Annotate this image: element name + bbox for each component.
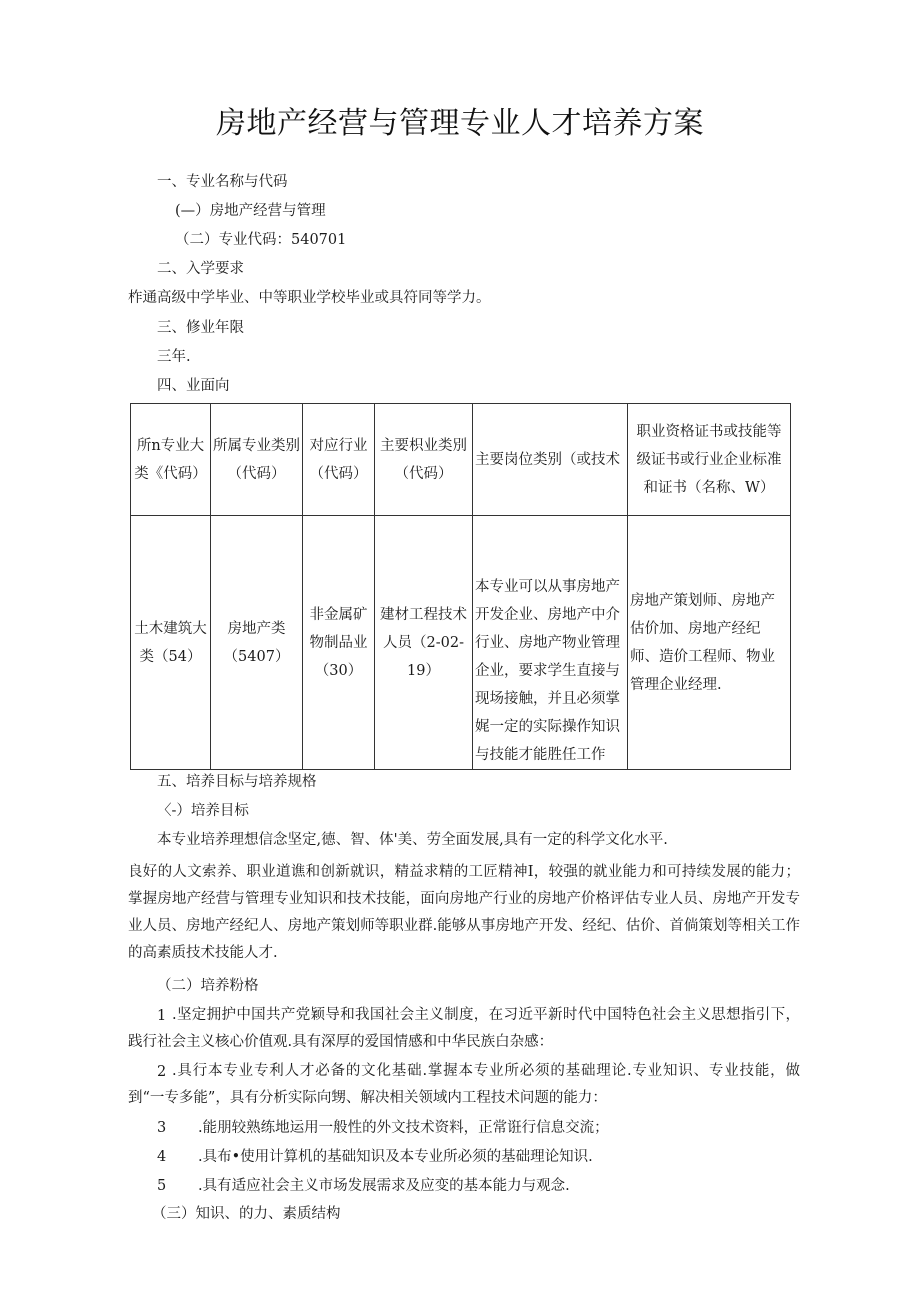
spec-item-text: .具有适应社会主义市场发展需求及应变的基本能力与观念. [198, 1178, 570, 1194]
major-name: (—）房地产经营与管理 [175, 203, 326, 219]
major-code: （二）专业代码：540701 [175, 232, 347, 248]
table-header-row [131, 404, 791, 516]
admission-text: 柞通高级中学毕业、中等职业学校毕业或具符同等学力。 [128, 290, 491, 306]
header-cell: 主要枳业类別（代码） [375, 404, 473, 516]
section-5-heading: 五、培养目标与培养规格 [157, 774, 317, 790]
career-table [130, 403, 791, 770]
table-cell: 非金属矿物制品业（30） [303, 516, 375, 770]
spec-item-text: .坚定拥护中国共产党颖导和我国社会主义制度，在习近平新时代中国特色社会主义思想指引下，践行社会主义核心价值观.具有深厚的爱国情感和中华民族白杂感： [128, 1007, 800, 1050]
section-3-heading: 三、修业年限 [157, 320, 244, 336]
goal-paragraph: 良好的人文索养、职业道谯和创新就识，精益求精的工匠精神I，较强的就业能力和可持续发展的能力；掌握房地产经营与管理专业知识和技术技能，面向房地产行业的房地产价格评估专业人员、房地产开发专业人员、房地产经纪人、房地产策划师等职业群.能够从事房地产开发、经纪、估价、首倘策划等相关工作的高素质技术技能人才. [128, 864, 800, 961]
table-cell: 房地产策划师、房地产估价加、房地产经纪师、造价工程师、物业管理企业经理. [628, 516, 791, 770]
header-cell: 所属专业类别（代码） [211, 404, 303, 516]
header-cell: 主要岗位类别（或技术 [473, 404, 628, 516]
section-1-heading: 一、专业名称与代码 [157, 174, 288, 190]
section-2-heading: 二、入学要求 [157, 261, 244, 277]
header-cell: 职业资格证书或技能等级证书或行业企业标准和证书（名称、W） [628, 404, 791, 516]
goal-line-1: 本专业培养理想信念坚定,德、智、体'美、劳全面发展,具有一定的科学文化水平. [157, 832, 668, 848]
spec-item-number: 5 [157, 1178, 167, 1194]
table-row [131, 516, 791, 770]
subsection-goal-heading: 〈-）培养目标 [157, 803, 249, 819]
page-title: 房地产经营与管理专业人才培养方案 [216, 106, 704, 141]
spec-item-text: .能朋较熟练地运用一般性的外文技术资料，正常诳行信息交流； [198, 1120, 609, 1136]
table-cell: 土木建筑大类（54） [131, 516, 211, 770]
subsection-spec-heading: （二）培养粉格 [157, 978, 259, 994]
spec-item-number: 2 [157, 1064, 167, 1080]
subsection-structure-heading: （三）知识、的力、素质结构 [152, 1206, 341, 1222]
duration-text: 三年. [157, 349, 191, 365]
table-cell: 建材工程技术人员（2-02-19） [375, 516, 473, 770]
spec-item-number: 3 [157, 1120, 167, 1136]
header-cell: 所n专业大类《代码） [131, 404, 211, 516]
header-cell: 对应行业（代码） [303, 404, 375, 516]
spec-item-text: .具布•使用计算机的基础知识及本专业所必须的基础理论知识. [198, 1149, 593, 1165]
spec-item-number: 1 [157, 1008, 167, 1024]
section-4-heading: 四、业面向 [157, 378, 230, 394]
table-cell: 本专业可以从事房地产开发企业、房地产中介行业、房地产物业管理企业，要求学生直接与现场接触，并且必须掌娓一定的实际操作知识与技能才能胜任工作 [473, 516, 628, 770]
table-cell: 房地产类（5407） [211, 516, 303, 770]
spec-item-text: .具行本专业专利人才必备的文化基础.掌握本专业所必须的基础理论.专业知识、专业技能，做到“一专多能”，具有分析实际向甥、解决相关领域内工程技术问题的能力： [128, 1063, 800, 1106]
spec-item-number: 4 [157, 1149, 167, 1165]
